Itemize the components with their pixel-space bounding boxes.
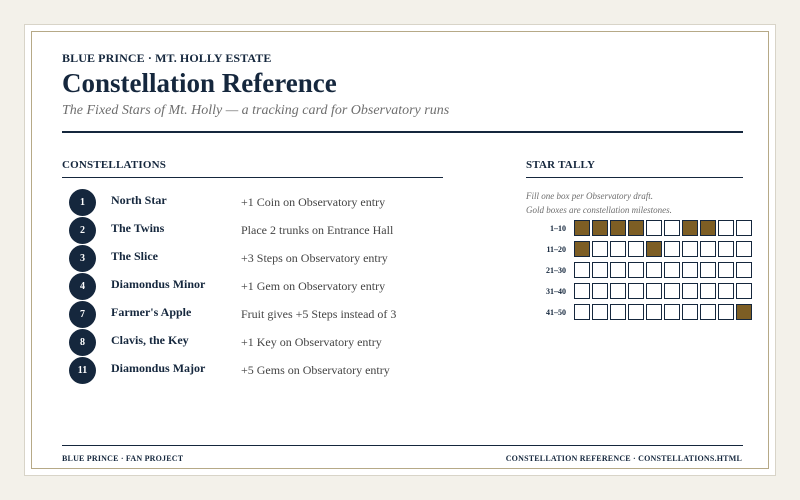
tally-box-empty[interactable] (610, 241, 626, 257)
tally-box-empty[interactable] (628, 262, 644, 278)
constellations-heading: CONSTELLATIONS (62, 159, 167, 171)
constellation-effect: +3 Steps on Observatory entry (241, 251, 388, 265)
constellation-number-badge: 8 (69, 329, 96, 356)
constellation-effect: +1 Coin on Observatory entry (241, 195, 386, 209)
constellation-effect: +1 Gem on Observatory entry (241, 279, 386, 293)
constellation-effect: Place 2 trunks on Entrance Hall (241, 223, 394, 237)
tally-box-empty[interactable] (664, 304, 680, 320)
footer-left-text: BLUE PRINCE · FAN PROJECT (62, 454, 184, 463)
tally-row-label: 11–20 (546, 245, 566, 254)
tally-box-empty[interactable] (664, 283, 680, 299)
tally-box-empty[interactable] (682, 283, 698, 299)
constellation-list (69, 189, 429, 385)
tally-box-filled[interactable] (736, 304, 752, 320)
tally-box-empty[interactable] (718, 283, 734, 299)
tally-box-filled[interactable] (592, 220, 608, 236)
tally-box-empty[interactable] (646, 262, 662, 278)
tally-box-empty[interactable] (628, 304, 644, 320)
card-frame (31, 31, 769, 469)
tally-box-filled[interactable] (628, 220, 644, 236)
tally-box-empty[interactable] (574, 304, 590, 320)
tally-box-empty[interactable] (682, 304, 698, 320)
tally-box-empty[interactable] (574, 283, 590, 299)
tally-box-empty[interactable] (646, 304, 662, 320)
constellation-effect: +1 Key on Observatory entry (241, 335, 382, 349)
footer-divider (62, 445, 743, 446)
constellation-row (69, 329, 429, 357)
constellation-name: The Twins (111, 221, 165, 235)
tally-box-empty[interactable] (628, 241, 644, 257)
star-tally-heading: STAR TALLY (526, 159, 596, 171)
reference-card (24, 24, 776, 476)
tally-box-empty[interactable] (610, 262, 626, 278)
constellation-row (69, 217, 429, 245)
page-title: Constellation Reference (62, 68, 337, 98)
constellation-number-badge: 1 (69, 189, 96, 216)
constellation-name: North Star (111, 193, 167, 207)
tally-row-label: 41–50 (546, 308, 566, 317)
tally-box-filled[interactable] (700, 220, 716, 236)
tally-box-empty[interactable] (700, 262, 716, 278)
constellation-row (69, 273, 429, 301)
tally-box-empty[interactable] (646, 283, 662, 299)
tally-box-empty[interactable] (592, 262, 608, 278)
star-tally-note (526, 189, 672, 217)
star-tally-divider (526, 177, 743, 178)
constellation-effect: Fruit gives +5 Steps instead of 3 (241, 307, 397, 321)
constellation-row (69, 189, 429, 217)
tally-box-empty[interactable] (718, 304, 734, 320)
constellation-name: Clavis, the Key (111, 333, 189, 347)
star-tally-note-line2: Gold boxes are constellation milestones. (526, 205, 672, 215)
footer-right-text: CONSTELLATION REFERENCE · CONSTELLATIONS.HTML (505, 454, 742, 463)
tally-box-empty[interactable] (718, 220, 734, 236)
tally-box-empty[interactable] (574, 262, 590, 278)
constellation-row (69, 245, 429, 273)
tally-box-filled[interactable] (574, 220, 590, 236)
constellation-name: Diamondus Major (111, 361, 206, 375)
tally-box-empty[interactable] (700, 304, 716, 320)
tally-row-label: 31–40 (546, 287, 566, 296)
constellation-number-badge: 3 (69, 245, 96, 272)
tally-box-empty[interactable] (628, 283, 644, 299)
page-subtitle: The Fixed Stars of Mt. Holly — a tracking card for Observatory runs (62, 103, 450, 118)
tally-box-filled[interactable] (574, 241, 590, 257)
tally-box-filled[interactable] (646, 241, 662, 257)
constellation-number-badge: 2 (69, 217, 96, 244)
tally-box-empty[interactable] (664, 241, 680, 257)
tally-box-filled[interactable] (610, 220, 626, 236)
constellation-number-badge: 11 (69, 357, 96, 384)
tally-box-empty[interactable] (610, 283, 626, 299)
eyebrow-text: BLUE PRINCE · MT. HOLLY ESTATE (62, 51, 272, 65)
tally-box-empty[interactable] (700, 241, 716, 257)
tally-row-label: 1–10 (550, 224, 566, 233)
tally-box-empty[interactable] (736, 283, 752, 299)
tally-box-empty[interactable] (592, 241, 608, 257)
header-divider (62, 131, 743, 133)
constellation-effect: +5 Gems on Observatory entry (241, 363, 390, 377)
tally-box-empty[interactable] (718, 241, 734, 257)
star-tally-note-line1: Fill one box per Observatory draft. (526, 191, 653, 201)
constellation-row (69, 357, 429, 385)
tally-box-filled[interactable] (682, 220, 698, 236)
tally-box-empty[interactable] (664, 220, 680, 236)
constellation-name: The Slice (111, 249, 158, 263)
constellation-name: Diamondus Minor (111, 277, 206, 291)
tally-box-empty[interactable] (736, 262, 752, 278)
constellation-number-badge: 4 (69, 273, 96, 300)
tally-box-empty[interactable] (592, 283, 608, 299)
tally-box-empty[interactable] (700, 283, 716, 299)
tally-row-label: 21–30 (546, 266, 566, 275)
constellations-divider (62, 177, 443, 178)
tally-box-empty[interactable] (592, 304, 608, 320)
tally-box-empty[interactable] (682, 241, 698, 257)
tally-box-empty[interactable] (718, 262, 734, 278)
tally-box-empty[interactable] (664, 262, 680, 278)
constellation-row (69, 301, 429, 329)
tally-box-empty[interactable] (736, 220, 752, 236)
tally-box-empty[interactable] (736, 241, 752, 257)
tally-box-empty[interactable] (610, 304, 626, 320)
tally-box-empty[interactable] (646, 220, 662, 236)
constellation-number-badge: 7 (69, 301, 96, 328)
constellation-name: Farmer's Apple (111, 305, 192, 319)
tally-box-empty[interactable] (682, 262, 698, 278)
